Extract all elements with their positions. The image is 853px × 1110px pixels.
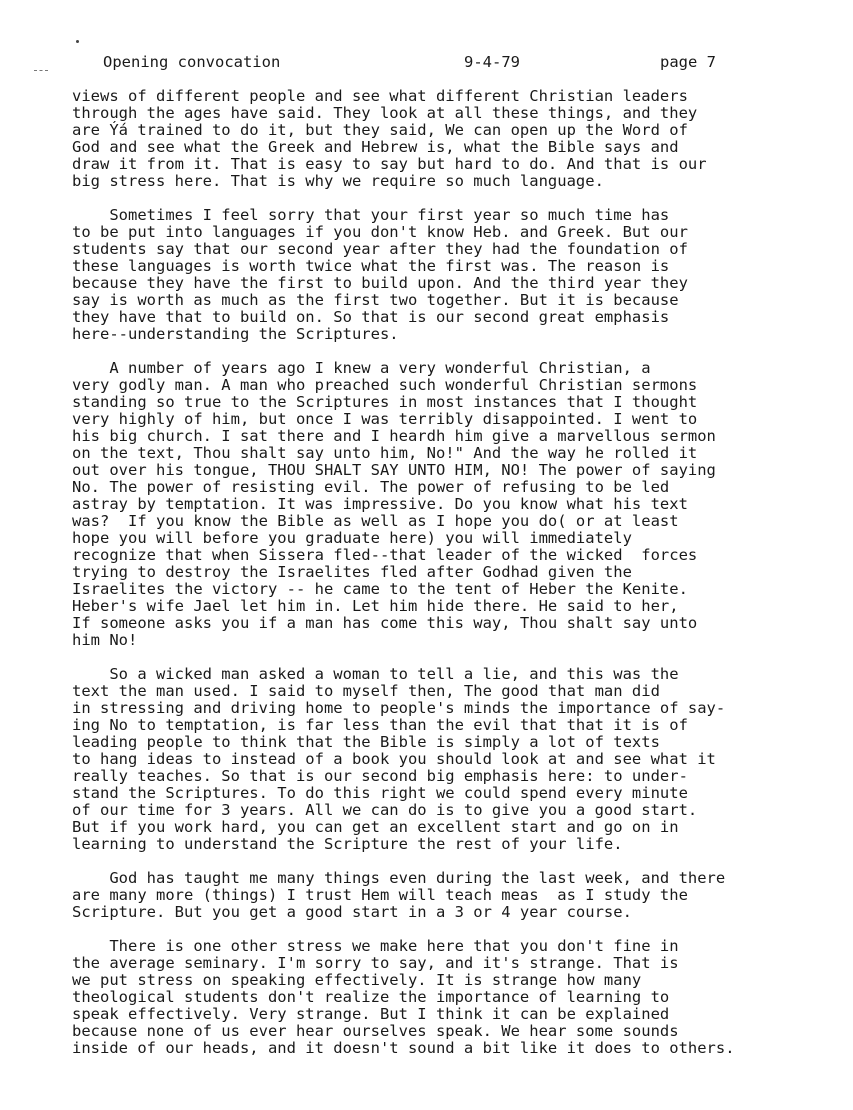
text-line: through the ages have said. They look at all these things, and they (72, 104, 698, 122)
text-line: of our time for 3 years. All we can do is to give you a good start. (72, 801, 698, 819)
text-line: to hang ideas to instead of a book you should look at and see what it (72, 750, 716, 768)
text-line: are many more (things) I trust Hem will teach meas as I study the (72, 886, 688, 904)
text-line: No. The power of resisting evil. The power of refusing to be led (72, 478, 670, 496)
text-line: hope you will before you graduate here) you will immediately (72, 529, 632, 547)
text-line: him No! (72, 631, 138, 649)
text-line: they have that to build on. So that is our second great emphasis (72, 308, 670, 326)
text-line: his big church. I sat there and I heardh him give a marvellous sermon (72, 427, 716, 445)
text-line: theological students don't realize the importance of learning to (72, 988, 670, 1006)
text-line: in stressing and driving home to people's minds the importance of say- (72, 699, 726, 717)
text-line: trying to destroy the Israelites fled after Godhad given the (72, 563, 632, 581)
text-line: really teaches. So that is our second big emphasis here: to under- (72, 767, 688, 785)
text-line: leading people to think that the Bible is simply a lot of texts (72, 733, 660, 751)
text-line: speak effectively. Very strange. But I think it can be explained (72, 1005, 670, 1023)
document-body (72, 88, 812, 1074)
margin-speck (76, 40, 79, 43)
text-line: A number of years ago I knew a very wonderful Christian, a (72, 359, 651, 377)
header-page-number: page 7 (660, 53, 716, 71)
paragraph (72, 938, 812, 1057)
text-line: learning to understand the Scripture the rest of your life. (72, 835, 623, 853)
text-line: very godly man. A man who preached such wonderful Christian sermons (72, 376, 698, 394)
text-line: views of different people and see what different Christian leaders (72, 87, 688, 105)
text-line: text the man used. I said to myself then, The good that man did (72, 682, 660, 700)
text-line: But if you work hard, you can get an excellent start and go on in (72, 818, 679, 836)
text-line: God and see what the Greek and Hebrew is, what the Bible says and (72, 138, 679, 156)
text-line: these languages is worth twice what the first was. The reason is (72, 257, 670, 275)
page-header (0, 53, 853, 75)
paragraph (72, 360, 812, 649)
paragraph (72, 207, 812, 343)
text-line: astray by temptation. It was impressive. Do you know what his text (72, 495, 688, 513)
header-date: 9-4-79 (464, 53, 520, 71)
text-line: ing No to temptation, is far less than the evil that that it is of (72, 716, 688, 734)
paragraph (72, 666, 812, 853)
text-line: recognize that when Sissera fled--that leader of the wicked forces (72, 546, 698, 564)
text-line: to be put into languages if you don't know Heb. and Greek. But our (72, 223, 688, 241)
text-line: very highly of him, but once I was terribly disappointed. I went to (72, 410, 698, 428)
text-line: If someone asks you if a man has come this way, Thou shalt say unto (72, 614, 698, 632)
text-line: Sometimes I feel sorry that your first year so much time has (72, 206, 670, 224)
text-line: because they have the first to build upon. And the third year they (72, 274, 688, 292)
text-line: are Ýá trained to do it, but they said, We can open up the Word of (72, 121, 688, 139)
text-line: here--understanding the Scriptures. (72, 325, 399, 343)
text-line: the average seminary. I'm sorry to say, and it's strange. That is (72, 954, 679, 972)
text-line: out over his tongue, THOU SHALT SAY UNTO HIM, NO! The power of saying (72, 461, 716, 479)
text-line: we put stress on speaking effectively. It is strange how many (72, 971, 642, 989)
text-line: stand the Scriptures. To do this right we could spend every minute (72, 784, 688, 802)
text-line: Israelites the victory -- he came to the tent of Heber the Kenite. (72, 580, 688, 598)
text-line: was? If you know the Bible as well as I hope you do( or at least (72, 512, 679, 530)
text-line: Scripture. But you get a good start in a 3 or 4 year course. (72, 903, 632, 921)
text-line: So a wicked man asked a woman to tell a lie, and this was the (72, 665, 679, 683)
text-line: Heber's wife Jael let him in. Let him hide there. He said to her, (72, 597, 679, 615)
text-line: students say that our second year after they had the foundation of (72, 240, 688, 258)
text-line: big stress here. That is why we require so much language. (72, 172, 604, 190)
text-line: say is worth as much as the first two together. But it is because (72, 291, 679, 309)
text-line: draw it from it. That is easy to say but hard to do. And that is our (72, 155, 707, 173)
text-line: standing so true to the Scriptures in most instances that I thought (72, 393, 698, 411)
text-line: God has taught me many things even during the last week, and there (72, 869, 726, 887)
text-line: on the text, Thou shalt say unto him, No!" And the way he rolled it (72, 444, 698, 462)
text-line: There is one other stress we make here that you don't fine in (72, 937, 679, 955)
header-title: Opening convocation (103, 53, 281, 71)
text-line: inside of our heads, and it doesn't sound a bit like it does to others. (72, 1039, 735, 1057)
text-line: because none of us ever hear ourselves speak. We hear some sounds (72, 1022, 679, 1040)
paragraph (72, 88, 812, 190)
paragraph (72, 870, 812, 921)
